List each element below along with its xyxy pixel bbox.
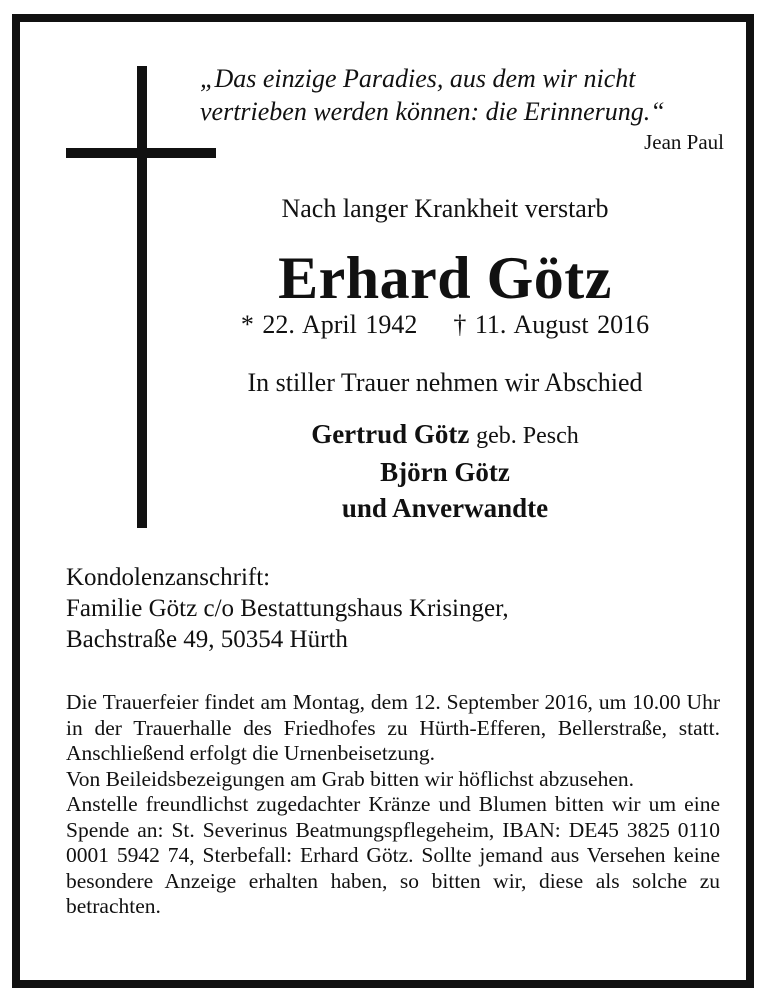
notice-paragraph-1: Die Trauerfeier findet am Montag, dem 12. September 2016, um 10.00 Uhr in der Trauerhalle des Friedhofes zu Hürth-Efferen, Bellerstraße, statt. Anschließend erfolgt die Urnenbeisetzung. — [66, 690, 720, 765]
quote-line-1: „Das einzige Paradies, aus dem wir nicht — [200, 64, 636, 93]
quote-line-2: vertrieben werden können: die Erinnerung.“ — [200, 97, 665, 126]
cross-horizontal-bar — [66, 148, 216, 158]
notice-paragraph-3: Anstelle freundlichst zugedachter Kränze und Blumen bitten wir um eine Spende an: St. Severinus Beatmungspflegeheim, IBAN: DE45 3825 0110 0001 5942 74, Sterbefall: Erhard Götz. Sollte jemand aus Versehen keine besondere Anzeige erhalten haben, so bitten wir, diese als solche zu betrachten. — [66, 792, 720, 918]
condolence-label: Kondolenzanschrift: — [66, 564, 271, 591]
condolence-address — [66, 562, 509, 655]
obituary-frame — [12, 14, 754, 988]
condolence-line-1: Familie Götz c/o Bestattungshaus Krisinger, — [66, 595, 509, 622]
deceased-name: Erhard Götz — [278, 245, 612, 311]
family-member-1-name: Gertrud Götz — [311, 419, 470, 449]
family-member-2: Björn Götz — [380, 457, 510, 487]
quote-author: Jean Paul — [644, 130, 724, 154]
cross-vertical-bar — [137, 66, 147, 528]
mourning-line: In stiller Trauer nehmen wir Abschied — [247, 368, 643, 397]
family-member-1-nee: geb. Pesch — [476, 423, 579, 449]
funeral-notice — [66, 690, 720, 920]
family-member-3: und Anverwandte — [341, 493, 549, 523]
condolence-line-2: Bachstraße 49, 50354 Hürth — [66, 626, 348, 653]
death-date: † 11. August 2016 — [453, 310, 650, 339]
family-member-1 — [160, 416, 730, 454]
birth-date: * 22. April 1942 — [240, 310, 418, 339]
quote — [200, 62, 720, 128]
family-names — [160, 416, 730, 526]
life-dates — [160, 310, 730, 340]
lead-text: Nach langer Krankheit verstarb — [281, 194, 609, 223]
notice-paragraph-2: Von Beileidsbezeigungen am Grab bitten wir höflichst abzusehen. — [66, 766, 635, 791]
